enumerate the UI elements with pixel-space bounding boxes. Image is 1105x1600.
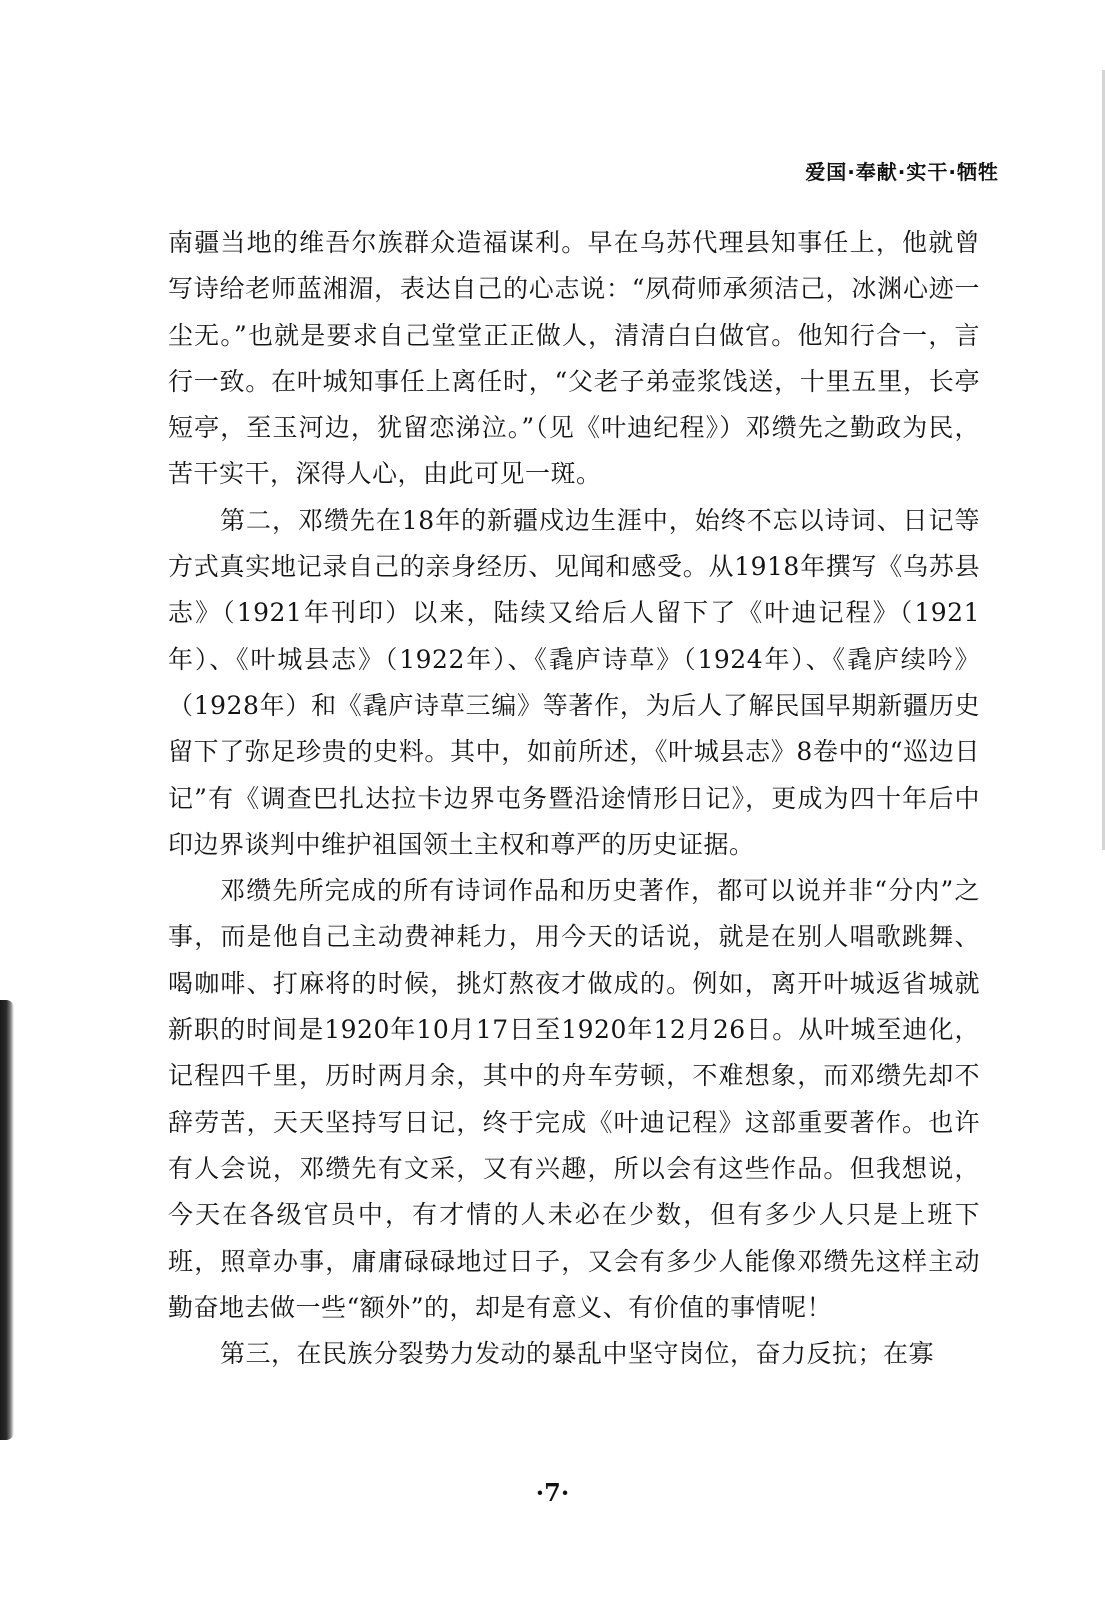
paragraph-continuation: 南疆当地的维吾尔族群众造福谋利。早在乌苏代理县知事任上，他就曾写诗给老师蓝湘湄，表达自己的心志说：“夙荷师承须洁己，冰渊心迹一尘无。”也就是要求自己堂堂正正做人，清清白白做官。他知行合一，言行一致。在叶城知事任上离任时，“父老子弟壶浆饯送，十里五里，长亭短亭，至玉河边，犹留恋涕泣。”（见《叶迪纪程》）邓缵先之勤政为民，苦干实干，深得人心，由此可见一斑。 bbox=[168, 228, 980, 489]
page-number: ·7· bbox=[535, 1478, 570, 1507]
body-text bbox=[168, 220, 980, 1377]
paragraph-works: 邓缵先所完成的所有诗词作品和历史著作，都可以说并非“分内”之事，而是他自己主动费神耗力，用今天的话说，就是在别人唱歌跳舞、喝咖啡、打麻将的时候，挑灯熬夜才做成的。例如，离开叶城返省城就新职的时间是1920年10月17日至1920年12月26日。从叶城至迪化，记程四千里，历时两月余，其中的舟车劳顿，不难想象，而邓缵先却不辞劳苦，天天坚持写日记，终于完成《叶迪记程》这部重要著作。也许有人会说，邓缵先有文采，又有兴趣，所以会有这些作品。但我想说，今天在各级官员中，有才情的人未必在少数，但有多少人只是上班下班，照章办事，庸庸碌碌地过日子，又会有多少人能像邓缵先这样主动勤奋地去做一些“额外”的，却是有意义、有价值的事情呢！ bbox=[168, 876, 980, 1322]
running-header: 爱国·奉献·实干·牺牲 bbox=[805, 160, 999, 184]
paragraph-second-point: 第二，邓缵先在18年的新疆戍边生涯中，始终不忘以诗词、日记等方式真实地记录自己的亲身经历、见闻和感受。从1918年撰写《乌苏县志》（1921年刊印）以来，陆续又给后人留下了《叶迪记程》（1921年）、《叶城县志》（1922年）、《毳庐诗草》（1924年）、《毳庐续吟》（1928年）和《毳庐诗草三编》等著作，为后人了解民国早期新疆历史留下了弥足珍贵的史料。其中，如前所述，《叶城县志》8卷中的“巡边日记”有《调查巴扎达拉卡边界屯务暨沿途情形日记》，更成为四十年后中印边界谈判中维护祖国领土主权和尊严的历史证据。 bbox=[168, 505, 980, 859]
scan-shadow-left bbox=[0, 1000, 14, 1440]
paragraph-third-point: 第三，在民族分裂势力发动的暴乱中坚守岗位，奋力反抗；在寡 bbox=[220, 1339, 935, 1369]
